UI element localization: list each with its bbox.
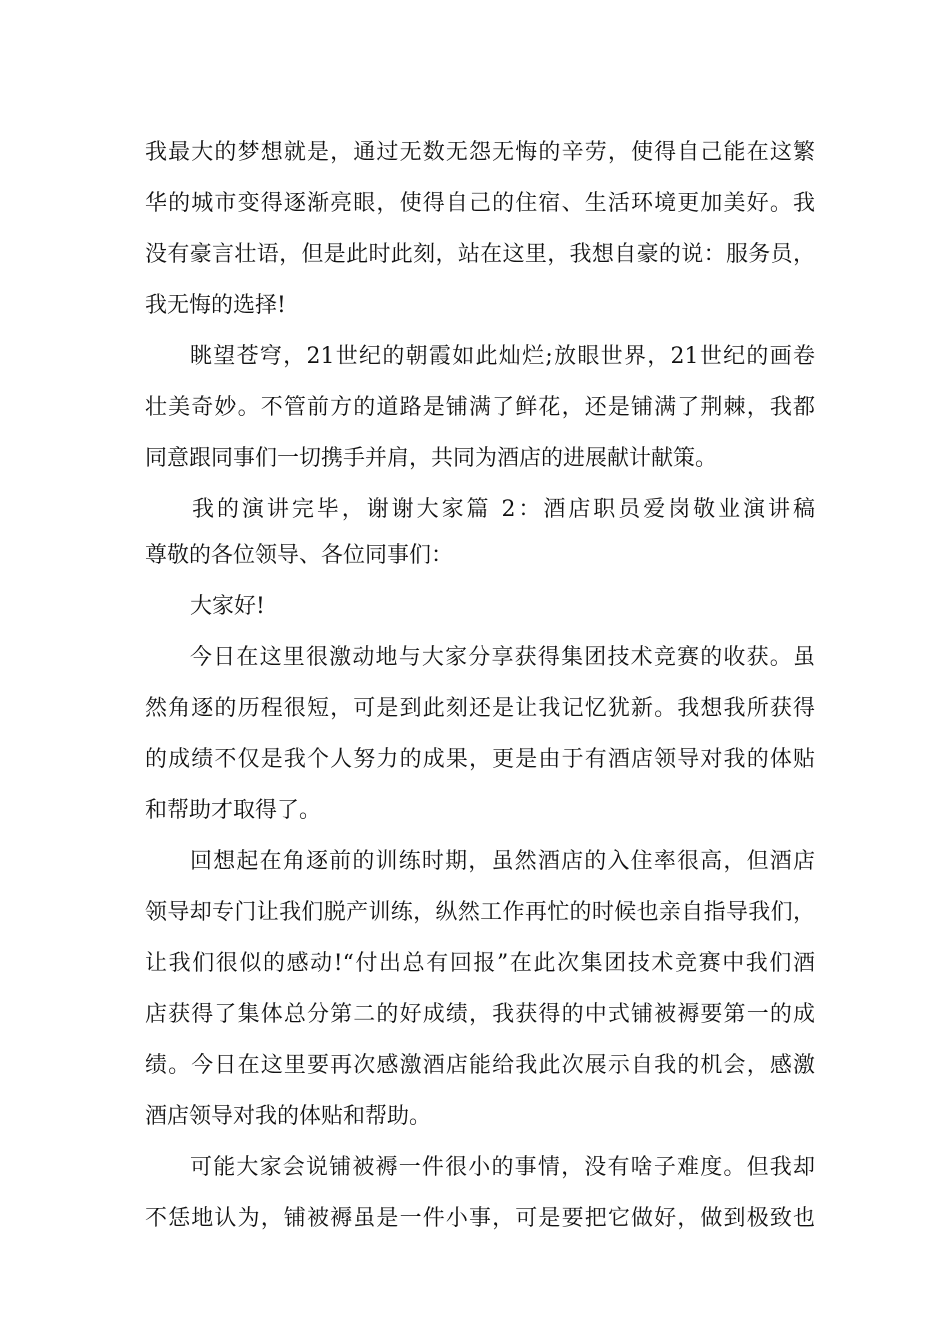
text-line: 没有豪言壮语，但是此时此刻，站在这里，我想自豪的说：服务员， <box>145 242 815 267</box>
text-line: 同意跟同事们一切携手并肩，共同为酒店的进展献计献策。 <box>145 446 718 471</box>
text-line: 我最大的梦想就是，通过无数无怨无悔的辛劳，使得自己能在这繁 <box>145 140 815 165</box>
text-line: 可能大家会说铺被褥一件很小的事情，没有啥子难度。但我却 <box>190 1155 815 1180</box>
text-line: 然角逐的历程很短，可是到此刻还是让我记忆犹新。我想我所获得 <box>145 696 815 721</box>
text-line: 不恁地认为，铺被褥虽是一件小事，可是要把它做好，做到极致也 <box>145 1206 815 1231</box>
text-line: 让我们很似的感动!“付出总有回报”在此次集团技术竞赛中我们酒 <box>145 951 815 976</box>
text-line: 回想起在角逐前的训练时期，虽然酒店的入住率很高，但酒店 <box>190 849 815 874</box>
section-heading: 我的演讲完毕，谢谢大家篇 2：酒店职员爱岗敬业演讲稿 <box>192 497 815 522</box>
salutation: 尊敬的各位领导、各位同事们： <box>145 543 454 568</box>
text-line: 和帮助才取得了。 <box>145 798 322 823</box>
text-line: 酒店领导对我的体贴和帮助。 <box>145 1104 432 1129</box>
text-line: 绩。今日在这里要再次感激酒店能给我此次展示自我的机会，感激 <box>145 1053 815 1078</box>
greeting: 大家好! <box>190 594 265 619</box>
text-line: 眺望苍穹，21世纪的朝霞如此灿烂;放眼世界，21世纪的画卷 <box>190 344 815 369</box>
text-line: 店获得了集体总分第二的好成绩，我获得的中式铺被褥要第一的成 <box>145 1002 815 1027</box>
text-line: 的成绩不仅是我个人努力的成果，更是由于有酒店领导对我的体贴 <box>145 747 815 772</box>
text-line: 华的城市变得逐渐亮眼，使得自己的住宿、生活环境更加美好。我 <box>145 191 815 216</box>
text-line: 今日在这里很激动地与大家分享获得集团技术竞赛的收获。虽 <box>190 645 815 670</box>
text-line: 领导却专门让我们脱产训练，纵然工作再忙的时候也亲自指导我们， <box>145 900 815 925</box>
text-line: 我无悔的选择! <box>145 293 286 318</box>
text-line: 壮美奇妙。不管前方的道路是铺满了鲜花，还是铺满了荆棘，我都 <box>145 395 815 420</box>
